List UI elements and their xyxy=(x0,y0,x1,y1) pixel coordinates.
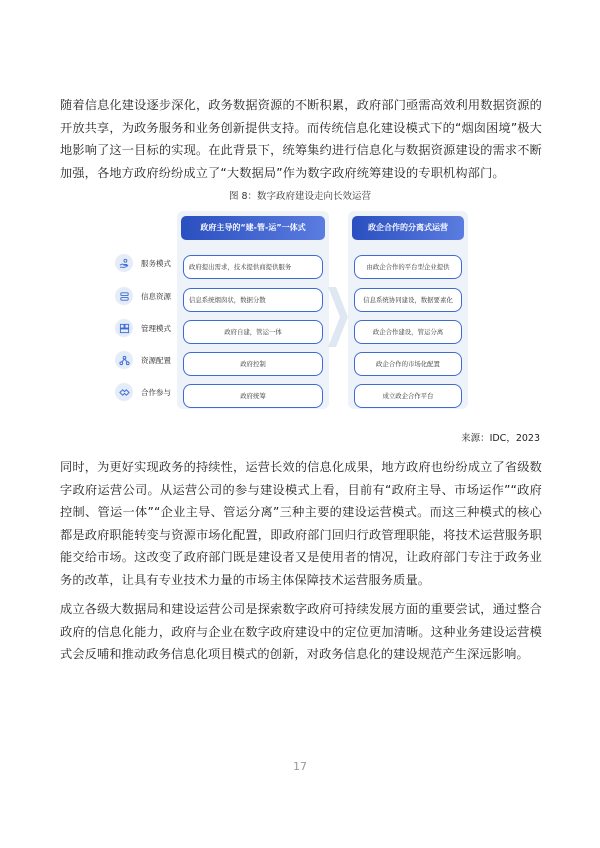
row-label-resource xyxy=(105,347,171,373)
right-column xyxy=(348,211,468,409)
row-label-service xyxy=(105,250,171,276)
right-cell-info: 信息系统协同建设，数据要素化 xyxy=(354,288,462,312)
right-cell-service: 由政企合作的平台型企业提供 xyxy=(354,255,462,279)
right-cell-cooperation: 成立政企合作平台 xyxy=(354,384,462,408)
row-label-text: 资源配置 xyxy=(141,355,171,365)
row-label-cooperation xyxy=(105,379,171,405)
left-column-header: 政府主导的“建-管-运”一体式 xyxy=(181,216,325,240)
left-cell-service: 政府提出需求，技术提供商提供服务 xyxy=(183,255,323,279)
left-column xyxy=(177,211,329,409)
figure-source: 来源：IDC，2023 xyxy=(461,433,540,444)
paragraph-conclusion: 成立各级大数据局和建设运营公司是探索数字政府可持续发展方面的重要尝试，通过整合政府的信息化能力，政府与企业在数字政府建设中的定位更加清晰。这种业务建设运营模式会反哺和推动政务信息化项目模式的创新，对政务信息化的建设规范产生深远影响。 xyxy=(60,602,542,661)
paragraph-operations: 同时，为更好实现政务的持续性，运营长效的信息化成果，地方政府也纷纷成立了省级数字政府运营公司。从运营公司的参与建设模式上看，目前有“政府主导、市场运作”“政府控制、管运一体”“企业主导、管运分离”三种主要的建设运营模式。而这三种模式的核心都是政府职能转变与资源市场化配置，即政府部门回归行政管理职能，将技术运营服务职能交给市场。这改变了政府部门既是建设者又是使用者的情况，让政府部门专注于政务业务的改革，让具有专业技术力量的市场主体保障技术运营服务质量。 xyxy=(60,460,542,587)
left-cell-management: 政府自建，管运一体 xyxy=(183,320,323,344)
resource-icon xyxy=(115,351,133,369)
row-label-text: 管理模式 xyxy=(141,323,171,333)
management-icon xyxy=(115,319,133,337)
right-cell-resource: 政企合作的市场化配置 xyxy=(354,352,462,376)
database-icon xyxy=(115,287,133,305)
figure-caption: 图 8：数字政府建设走向长效运营 xyxy=(228,191,372,202)
paragraph-intro: 随着信息化建设逐步深化，政务数据资源的不断积累，政府部门亟需高效利用数据资源的开放共享，为政务服务和业务创新提供支持。而传统信息化建设模式下的“烟囱困境”极大地影响了这一目标的实现。在此背景下，统筹集约进行信息化与数据资源建设的需求不断加强，各地方政府纷纷成立了“大数据局”作为数字政府统筹建设的专职机构部门。 xyxy=(60,98,542,180)
cooperation-icon xyxy=(115,383,133,401)
row-label-info xyxy=(105,283,171,309)
row-label-text: 合作参与 xyxy=(141,387,171,397)
row-label-management xyxy=(105,315,171,341)
chevron-arrow-icon xyxy=(328,287,348,347)
service-icon xyxy=(115,254,133,272)
left-cell-info: 信息系统烟囱状，数据分散 xyxy=(183,288,323,312)
left-cell-resource: 政府控制 xyxy=(183,352,323,376)
figure-diagram xyxy=(105,207,470,412)
row-label-text: 信息资源 xyxy=(141,291,171,301)
right-cell-management: 政企合作建设，管运分离 xyxy=(354,320,462,344)
right-column-header: 政企合作的分离式运营 xyxy=(352,216,464,240)
page-number: 17 xyxy=(293,760,307,773)
left-cell-cooperation: 政府统筹 xyxy=(183,384,323,408)
row-label-text: 服务模式 xyxy=(141,258,171,268)
